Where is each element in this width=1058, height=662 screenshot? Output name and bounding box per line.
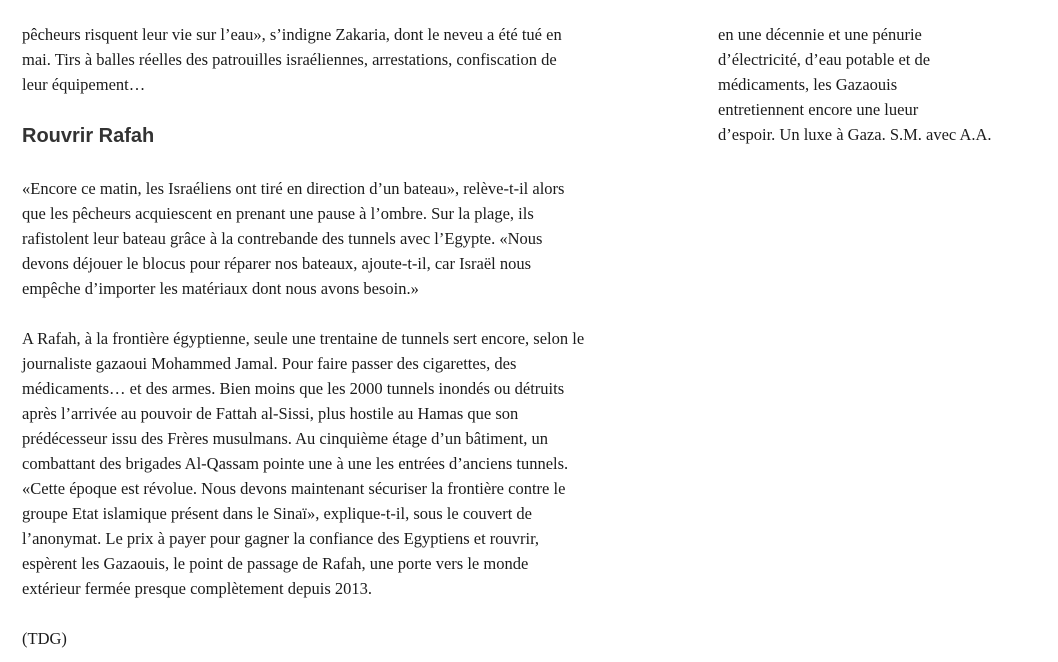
article-signature: (TDG) [22, 629, 67, 648]
text-line: médicaments… et des armes. Bien moins que les 2000 tunnels inondés ou détruits [22, 379, 565, 398]
section-heading: Rouvrir Rafah [22, 125, 155, 147]
text-line: combattant des brigades Al-Qassam pointe une à une les entrées d’anciens tunnels. [22, 454, 569, 473]
text-line: «Encore ce matin, les Israéliens ont tiré en direction d’un bateau», relève-t-il alors [22, 179, 565, 198]
text-line: espèrent les Gazaouis, le point de passage de Rafah, une porte vers le monde [22, 554, 529, 573]
text-line: mai. Tirs à balles réelles des patrouilles israéliennes, arrestations, confiscation de [22, 50, 557, 69]
text-line: devons déjouer le blocus pour réparer nos bateaux, ajoute-t-il, car Israël nous [22, 254, 532, 273]
article-paragraph-2 [22, 176, 712, 301]
text-line: empêche d’importer les matériaux dont nous avons besoin.» [22, 279, 419, 298]
article-paragraph-1 [22, 22, 712, 97]
text-line: prédécesseur issu des Frères musulmans. Au cinquième étage d’un bâtiment, un [22, 429, 549, 448]
text-line: que les pêcheurs acquiescent en prenant une pause à l’ombre. Sur la plage, ils [22, 204, 534, 223]
text-line: après l’arrivée au pouvoir de Fattah al-Sissi, plus hostile au Hamas que son [22, 404, 519, 423]
text-line: en une décennie et une pénurie [718, 25, 922, 44]
text-line: pêcheurs risquent leur vie sur l’eau», s’indigne Zakaria, dont le neveu a été tué en [22, 25, 562, 44]
text-line: entretiennent encore une lueur [718, 100, 919, 119]
text-line: d’électricité, d’eau potable et de [718, 50, 931, 69]
text-line: A Rafah, à la frontière égyptienne, seule une trentaine de tunnels sert encore, selon le [22, 329, 585, 348]
text-line: groupe Etat islamique présent dans le Sinaï», explique-t-il, sous le couvert de [22, 504, 532, 523]
text-line: extérieur fermée presque complètement depuis 2013. [22, 579, 373, 598]
text-line: médicaments, les Gazaouis [718, 75, 898, 94]
text-line: rafistolent leur bateau grâce à la contrebande des tunnels avec l’Egypte. «Nous [22, 229, 543, 248]
text-line: l’anonymat. Le prix à payer pour gagner la confiance des Egyptiens et rouvrir, [22, 529, 540, 548]
text-line: leur équipement… [22, 75, 146, 94]
article-body-column [22, 22, 712, 651]
text-line: journaliste gazaoui Mohammed Jamal. Pour faire passer des cigarettes, des [22, 354, 517, 373]
text-line: d’espoir. Un luxe à Gaza. S.M. avec A.A. [718, 125, 992, 144]
text-line: «Cette époque est révolue. Nous devons maintenant sécuriser la frontière contre le [22, 479, 566, 498]
article-paragraph-3 [22, 326, 712, 601]
sidebar-text-column [718, 22, 1048, 147]
